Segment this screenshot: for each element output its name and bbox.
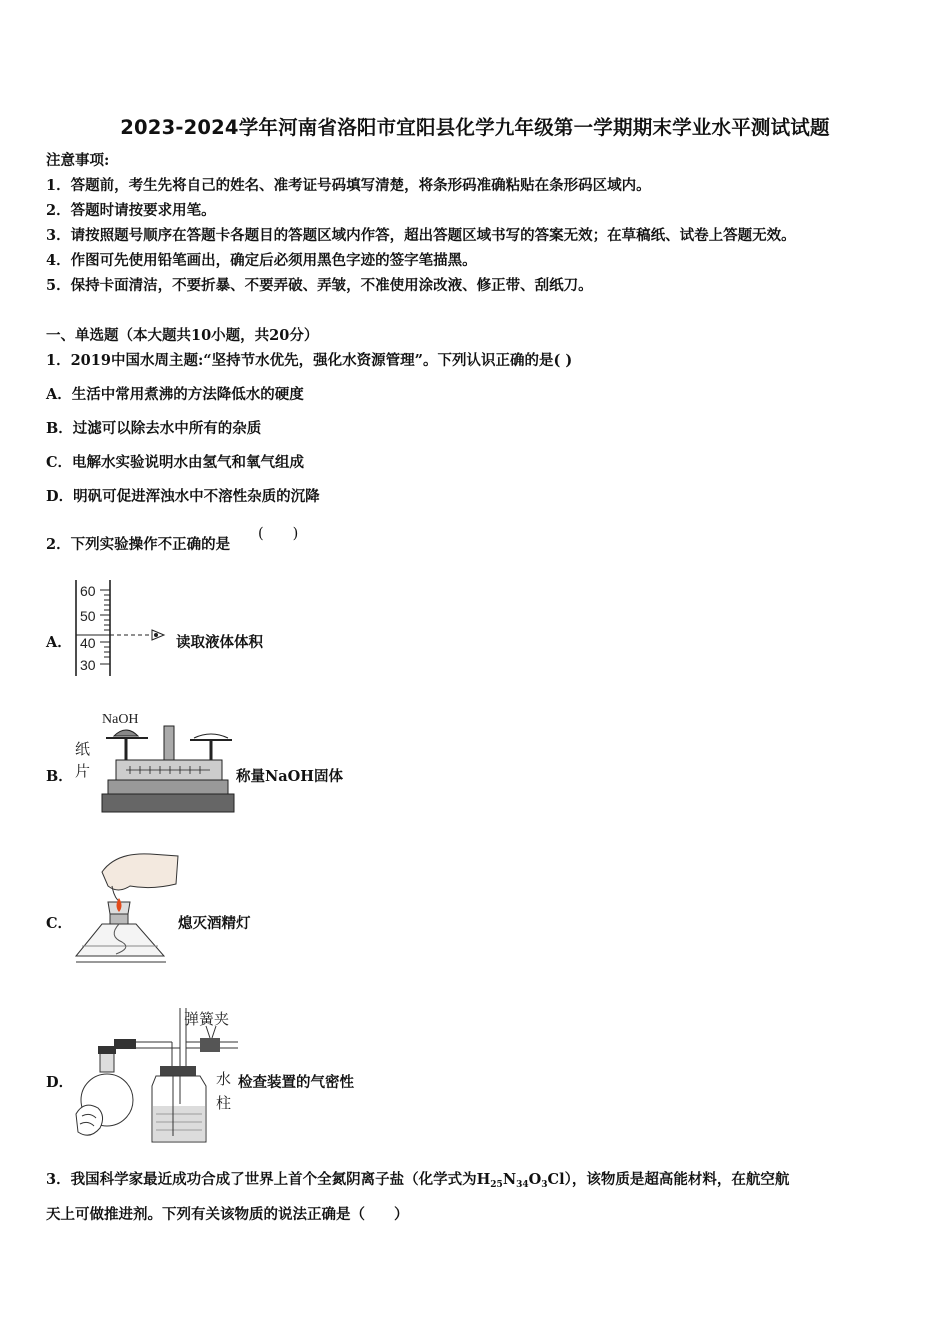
q3-line-1-end: ），该物质是超高能材料，在航空航 (564, 1171, 790, 1188)
paper-label-1: 纸 (75, 740, 91, 758)
naoh-label: NaOH (102, 712, 139, 727)
q1-option-d: D．明矾可促进浑浊水中不溶性杂质的沉降 (46, 488, 320, 505)
notes-heading: 注意事项: (46, 152, 110, 169)
q1-stem: 1．2019中国水周主题:“坚持节水优先，强化水资源管理”。下列认识正确的是( ) (46, 352, 573, 369)
q2-option-a-letter: A． (46, 634, 72, 651)
q1-option-b: B．过滤可以除去水中所有的杂质 (46, 420, 262, 437)
clip-label: 弹簧夹 (184, 1010, 230, 1028)
q2-option-b-caption: 称量NaOH固体 (236, 768, 343, 785)
note-item-3: 3．请按照题号顺序在答题卡各题目的答题区域内作答，超出答题区域书写的答案无效；在草稿纸、试卷上答题无效。 (46, 227, 796, 244)
q2-option-c-caption: 熄灭酒精灯 (178, 915, 251, 932)
page-title: 2023-2024学年河南省洛阳市宜阳县化学九年级第一学期期末学业水平测试试题 (120, 116, 830, 139)
q3-line-1 (46, 1168, 789, 1190)
q1-option-a: A．生活中常用煮沸的方法降低水的硬度 (46, 386, 304, 403)
scale-40: 40 (80, 635, 96, 651)
balance-figure (70, 708, 236, 816)
note-item-2: 2．答题时请按要求用笔。 (46, 202, 216, 219)
q2-option-d-caption: 检查装置的气密性 (238, 1074, 354, 1091)
q2-option-b-letter: B． (46, 768, 73, 785)
q3-line-2: 天上可做推进剂。下列有关该物质的说法正确是（ ） (46, 1206, 409, 1223)
q2-stem: 2．下列实验操作不正确的是 (46, 536, 231, 553)
water-label-1: 水 (216, 1070, 232, 1088)
note-item-1: 1．答题前，考生先将自己的姓名、准考证号码填写清楚，将条形码准确粘贴在条形码区域内。 (46, 177, 651, 194)
note-item-5: 5．保持卡面清洁，不要折暴、不要弄破、弄皱，不准使用涂改液、修正带、刮纸刀。 (46, 277, 593, 294)
section-heading: 一、单选题（本大题共10小题，共20分） (46, 327, 319, 344)
q2-option-d-letter: D． (46, 1074, 74, 1091)
q2-answer-paren: ( ) (258, 526, 299, 542)
q2-option-c-letter: C． (46, 915, 73, 932)
chemical-formula: $H_{25}N_{34}O_3Cl$ (476, 1171, 565, 1190)
graduated-cylinder-figure (70, 578, 174, 680)
note-item-4: 4．作图可先使用铅笔画出，确定后必须用黑色字迹的签字笔描黑。 (46, 252, 477, 269)
paper-label-2: 片 (75, 762, 91, 780)
q3-line-1-start: 3．我国科学家最近成功合成了世界上首个全氮阴离子盐（化学式为 (46, 1171, 477, 1188)
scale-30: 30 (80, 657, 96, 673)
water-label-2: 柱 (216, 1094, 232, 1112)
alcohol-lamp-figure (72, 850, 180, 970)
q2-option-a-caption: 读取液体体积 (176, 634, 263, 651)
apparatus-figure (72, 1004, 244, 1148)
q1-option-c: C．电解水实验说明水由氢气和氧气组成 (46, 454, 305, 471)
scale-60: 60 (80, 583, 96, 599)
scale-50: 50 (80, 608, 96, 624)
